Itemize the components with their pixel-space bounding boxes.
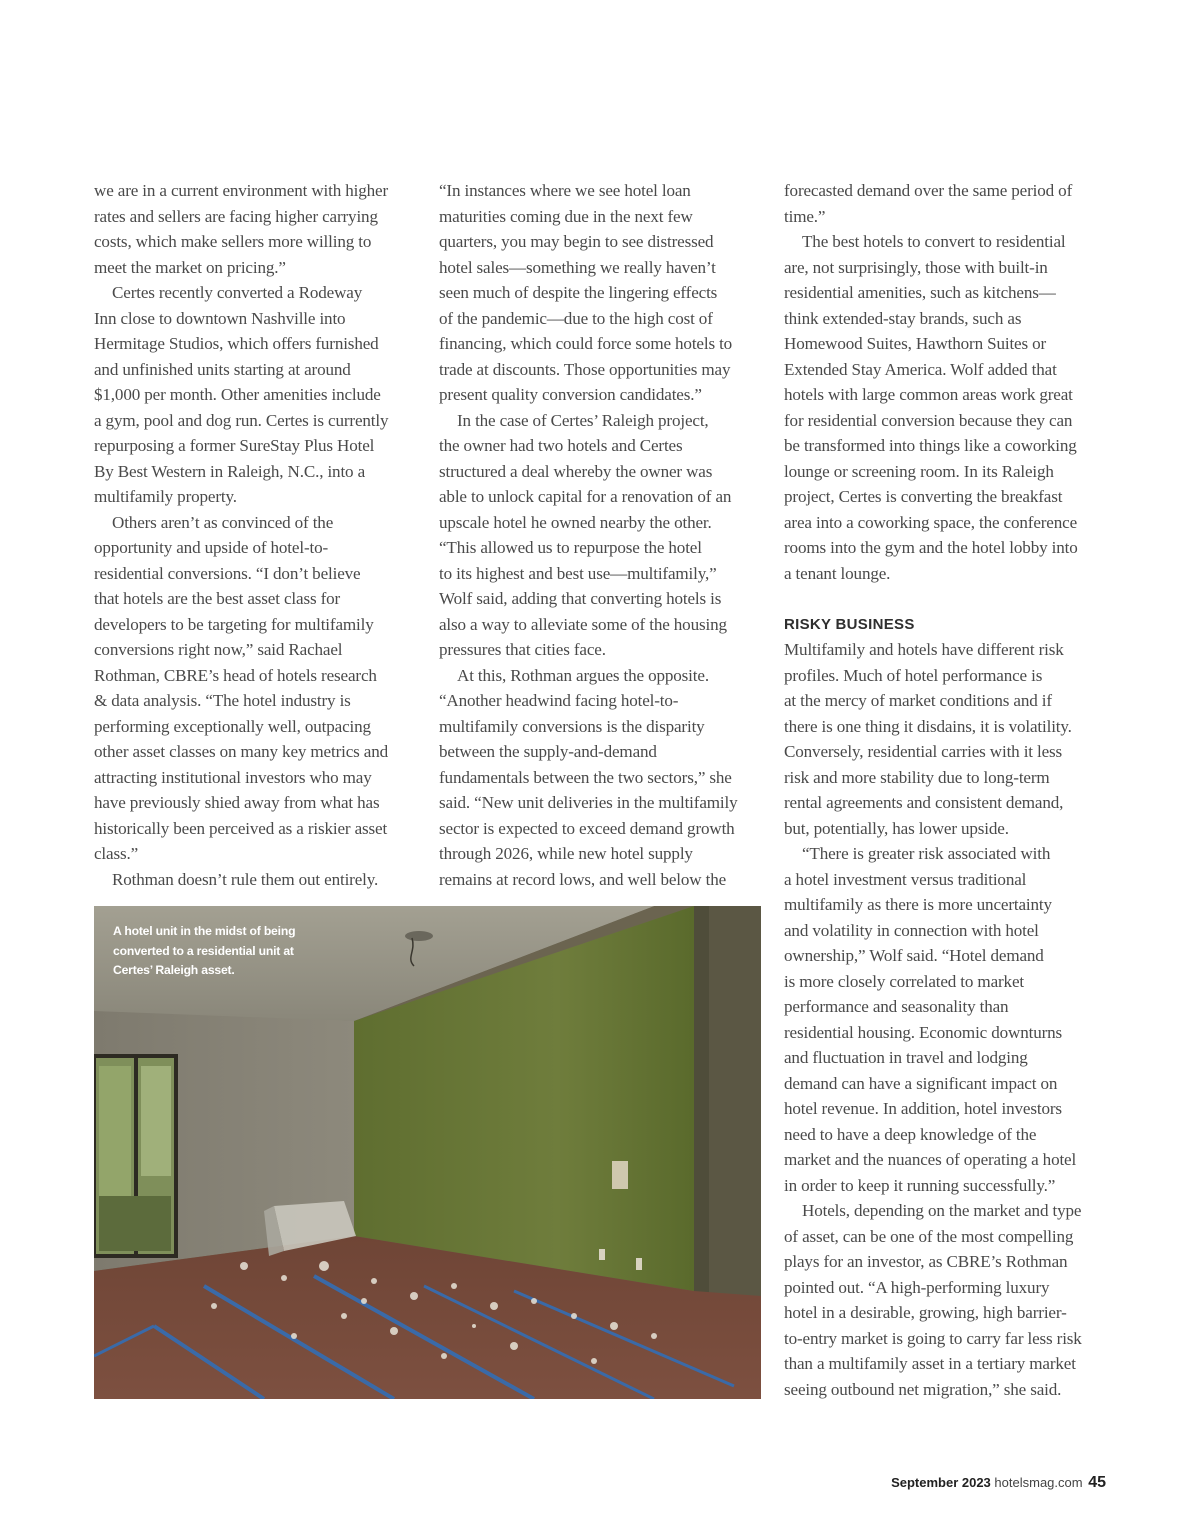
text-line: residential conversions. “I don’t believe: [94, 563, 361, 583]
text-line: maturities coming due in the next few: [439, 206, 693, 226]
text-line: to-entry market is going to carry far less risk: [784, 1328, 1082, 1348]
text-line: are, not surprisingly, those with built-in: [784, 257, 1048, 277]
text-line: through 2026, while new hotel supply: [439, 844, 693, 863]
text-line: a tenant lounge.: [784, 563, 891, 583]
text-line: At this, Rothman argues the opposite.: [457, 665, 709, 685]
text-line: ownership,” Wolf said. “Hotel demand: [784, 946, 1044, 965]
text-line: Certes recently converted a Rodeway: [112, 283, 363, 302]
text-line: upscale hotel he owned nearby the other.: [439, 512, 712, 532]
text-line: trade at discounts. Those opportunities may: [439, 359, 731, 379]
caption-line: Certes’ Raleigh asset.: [113, 963, 235, 977]
text-line: In the case of Certes’ Raleigh project,: [457, 410, 709, 430]
text-line: demand can have a significant impact on: [784, 1073, 1058, 1093]
text-line: costs, which make sellers more willing to: [94, 232, 372, 251]
text-line: sector is expected to exceed demand growth: [439, 818, 735, 838]
text-line: Rothman, CBRE’s head of hotels research: [94, 665, 377, 685]
caption-line: A hotel unit in the midst of being: [113, 924, 296, 938]
article-column-3: [784, 178, 1114, 1402]
text-line: Wolf said, adding that converting hotels is: [439, 589, 722, 608]
text-line: Hotels, depending on the market and type: [802, 1201, 1082, 1220]
text-line: that hotels are the best asset class for: [94, 589, 341, 608]
text-line: and volatility in connection with hotel: [784, 920, 1039, 940]
text-line: pointed out. “A high-performing luxury: [784, 1277, 1050, 1297]
text-line: Rothman doesn’t rule them out entirely.: [112, 869, 379, 889]
text-line: but, potentially, has lower upside.: [784, 818, 1009, 838]
text-line: fundamentals between the two sectors,” she: [439, 767, 732, 787]
text-line: Homewood Suites, Hawthorn Suites or: [784, 334, 1047, 353]
text-line: rental agreements and consistent demand,: [784, 793, 1064, 812]
text-line: rooms into the gym and the hotel lobby into: [784, 538, 1078, 557]
section-heading: RISKY BUSINESS: [784, 615, 915, 633]
text-line: and unfinished units starting at around: [94, 359, 351, 379]
text-line: “In instances where we see hotel loan: [439, 181, 691, 200]
column-3-body: [784, 637, 1114, 1402]
text-line: have previously shied away from what has: [94, 793, 380, 812]
text-line: performance and seasonality than: [784, 997, 1009, 1016]
text-line: the owner had two hotels and Certes: [439, 436, 683, 455]
text-line: rates and sellers are facing higher carrying: [94, 206, 378, 226]
text-line: attracting institutional investors who may: [94, 767, 372, 787]
column-3-intro: [784, 178, 1114, 586]
text-line: “This allowed us to repurpose the hotel: [439, 538, 702, 557]
text-line: remains at record lows, and well below the: [439, 869, 727, 889]
text-line: developers to be targeting for multifamily: [94, 614, 374, 634]
text-line: meet the market on pricing.”: [94, 257, 286, 277]
text-line: residential housing. Economic downturns: [784, 1022, 1063, 1042]
text-line: plays for an investor, as CBRE’s Rothman: [784, 1252, 1068, 1271]
text-line: By Best Western in Raleigh, N.C., into a: [94, 461, 366, 481]
text-line: Others aren’t as convinced of the: [112, 512, 334, 532]
text-line: Inn close to downtown Nashville into: [94, 308, 346, 328]
text-line: present quality conversion candidates.”: [439, 385, 702, 404]
text-line: is more closely correlated to market: [784, 971, 1024, 991]
text-line: financing, which could force some hotels to: [439, 334, 733, 353]
text-line: said. “New unit deliveries in the multifamily: [439, 793, 738, 812]
text-line: structured a deal whereby the owner was: [439, 461, 713, 481]
text-line: & data analysis. “The hotel industry is: [94, 691, 351, 710]
text-line: able to unlock capital for a renovation of an: [439, 487, 732, 506]
text-line: other asset classes on many key metrics and: [94, 742, 389, 761]
text-line: “Another headwind facing hotel-to-: [439, 691, 679, 710]
article-column-1: [94, 178, 424, 892]
page-number: 45: [1088, 1474, 1106, 1491]
text-line: to its highest and best use—multifamily,”: [439, 563, 717, 583]
text-line: hotel sales—something we really haven’t: [439, 257, 716, 277]
text-line: project, Certes is converting the breakfast: [784, 487, 1063, 506]
text-line: “There is greater risk associated with: [802, 844, 1051, 863]
text-line: hotels with large common areas work great: [784, 385, 1073, 404]
issue-date: September 2023: [891, 1475, 991, 1490]
text-line: think extended-stay brands, such as: [784, 308, 1022, 328]
text-line: multifamily conversions is the disparity: [439, 716, 705, 736]
text-line: residential amenities, such as kitchens—: [784, 283, 1056, 302]
text-line: forecasted demand over the same period of: [784, 181, 1073, 200]
text-line: time.”: [784, 206, 826, 226]
text-line: also a way to alleviate some of the housing: [439, 614, 727, 634]
text-line: Hermitage Studios, which offers furnished: [94, 334, 379, 353]
text-line: Multifamily and hotels have different risk: [784, 640, 1064, 659]
text-line: multifamily property.: [94, 487, 237, 506]
text-line: seeing outbound net migration,” she said.: [784, 1379, 1062, 1399]
text-line: The best hotels to convert to residential: [802, 232, 1066, 251]
text-line: of the pandemic—due to the high cost of: [439, 308, 713, 328]
text-line: and fluctuation in travel and lodging: [784, 1048, 1028, 1067]
text-line: performing exceptionally well, outpacing: [94, 716, 371, 736]
text-line: hotel revenue. In addition, hotel investors: [784, 1099, 1062, 1118]
text-line: than a multifamily asset in a tertiary market: [784, 1354, 1076, 1373]
text-line: historically been perceived as a riskier asset: [94, 818, 388, 838]
caption-line: converted to a residential unit at: [113, 943, 294, 958]
website[interactable]: hotelsmag.com: [994, 1475, 1083, 1490]
text-line: there is one thing it disdains, it is volatility.: [784, 716, 1072, 736]
text-line: pressures that cities face.: [439, 640, 606, 659]
text-line: we are in a current environment with higher: [94, 181, 389, 200]
text-line: between the supply-and-demand: [439, 742, 657, 761]
text-line: area into a coworking space, the conference: [784, 512, 1078, 532]
text-line: market and the nuances of operating a hotel: [784, 1150, 1077, 1169]
text-line: for residential conversion because they can: [784, 410, 1073, 430]
text-line: a gym, pool and dog run. Certes is currently: [94, 410, 389, 430]
text-line: a hotel investment versus traditional: [784, 869, 1027, 889]
text-line: repurposing a former SureStay Plus Hotel: [94, 436, 375, 455]
text-line: in order to keep it running successfully.”: [784, 1175, 1056, 1195]
text-line: $1,000 per month. Other amenities include: [94, 385, 381, 404]
page-footer: [891, 1474, 1106, 1492]
text-line: at the mercy of market conditions and if: [784, 691, 1052, 710]
text-line: opportunity and upside of hotel-to-: [94, 538, 329, 557]
text-line: conversions right now,” said Rachael: [94, 640, 343, 659]
text-line: seen much of despite the lingering effects: [439, 283, 718, 302]
photo-caption: [113, 922, 323, 981]
text-line: multifamily as there is more uncertainty: [784, 895, 1052, 914]
text-line: Conversely, residential carries with it less: [784, 742, 1063, 761]
text-line: class.”: [94, 844, 139, 863]
text-line: hotel in a desirable, growing, high barrier-: [784, 1303, 1067, 1322]
text-line: risk and more stability due to long-term: [784, 767, 1050, 787]
text-line: profiles. Much of hotel performance is: [784, 665, 1043, 685]
text-line: be transformed into things like a coworking: [784, 436, 1077, 455]
text-line: quarters, you may begin to see distressed: [439, 232, 714, 251]
text-line: need to have a deep knowledge of the: [784, 1124, 1037, 1144]
article-column-2: [439, 178, 769, 892]
text-line: lounge or screening room. In its Raleigh: [784, 461, 1054, 481]
text-line: of asset, can be one of the most compelling: [784, 1226, 1074, 1246]
text-line: Extended Stay America. Wolf added that: [784, 359, 1057, 379]
